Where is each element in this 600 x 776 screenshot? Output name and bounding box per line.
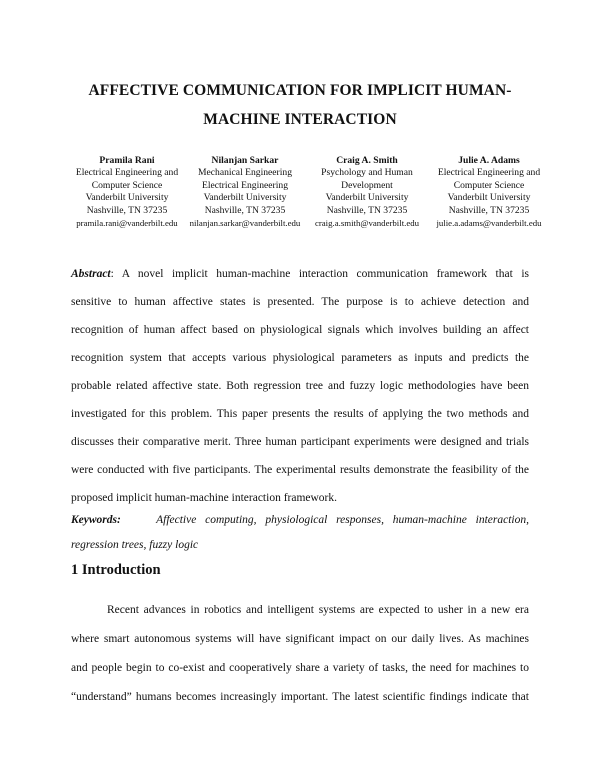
keywords-text: Affective computing, physiological responses, human-machine interaction, [156, 514, 529, 526]
intro-line: “understand” humans becomes increasingly important. The latest scientific findings indicate that [71, 691, 529, 703]
title-line-2: MACHINE INTERACTION [203, 111, 397, 128]
author-name: Pramila Rani [99, 155, 155, 166]
abstract-line: discusses their comparative merit. Three human participant experiments were designed and trials [71, 436, 529, 448]
keywords-label: Keywords: [71, 514, 121, 526]
author-city: Nashville, TN 37235 [326, 204, 408, 216]
author-city: Nashville, TN 37235 [448, 204, 530, 216]
author-4 [428, 155, 550, 229]
keywords [71, 508, 529, 558]
author-dept: Electrical Engineering [201, 179, 289, 191]
author-email: pramila.rani@vanderbilt.edu [76, 218, 178, 229]
author-university: Vanderbilt University [85, 192, 169, 204]
keywords-line-2: regression trees, fuzzy logic [71, 539, 199, 551]
title-line-1: AFFECTIVE COMMUNICATION FOR IMPLICIT HUMAN- [88, 82, 512, 99]
author-dept: Computer Science [91, 179, 163, 191]
author-dept: Computer Science [453, 179, 525, 191]
abstract-line: recognition system that accepts various physiological parameters as inputs and predicts the [71, 352, 529, 364]
intro-line: and people begin to co-exist and cooperatively share a variety of tasks, the need for machines to [71, 662, 529, 674]
intro-line: where smart autonomous systems will have significant impact on our daily lives. As machines [71, 633, 529, 645]
author-name: Julie A. Adams [458, 155, 520, 166]
author-3 [306, 155, 428, 229]
author-name: Nilanjan Sarkar [211, 155, 279, 166]
author-name: Craig A. Smith [336, 155, 398, 166]
abstract-text: : A novel implicit human-machine interaction communication framework that is [110, 268, 529, 280]
abstract-line: recognition of human affect based on physiological signals which involves building an affect [71, 324, 529, 336]
author-dept: Psychology and Human [321, 167, 413, 179]
abstract-line-1 [71, 260, 529, 288]
author-city: Nashville, TN 37235 [86, 204, 168, 216]
abstract-line: investigated for this problem. This paper presents the results of applying the two methods and [71, 408, 529, 420]
abstract-label: Abstract [71, 268, 111, 280]
paper-title [60, 76, 540, 134]
keywords-line-1 [71, 508, 529, 533]
author-university: Vanderbilt University [203, 192, 287, 204]
author-dept: Electrical Engineering and [437, 167, 541, 179]
author-city: Nashville, TN 37235 [204, 204, 286, 216]
author-email: julie.a.adams@vanderbilt.edu [436, 218, 542, 229]
section-heading: 1 Introduction [71, 562, 161, 578]
abstract-line: proposed implicit human-machine interaction framework. [71, 492, 338, 504]
author-dept: Mechanical Engineering [197, 167, 293, 179]
abstract-line: sensitive to human affective states is presented. The purpose is to achieve detection and [71, 296, 529, 308]
author-email: craig.a.smith@vanderbilt.edu [314, 218, 420, 229]
author-dept: Development [341, 179, 393, 191]
abstract-line: were conducted with five participants. The experimental results demonstrate the feasibility of the [71, 464, 529, 476]
intro-paragraph [71, 596, 529, 712]
abstract [71, 260, 529, 512]
abstract-line: probable related affective state. Both regression tree and fuzzy logic methodologies have been [71, 380, 529, 392]
author-1 [67, 155, 187, 229]
author-dept: Electrical Engineering and [75, 167, 179, 179]
author-university: Vanderbilt University [447, 192, 531, 204]
author-email: nilanjan.sarkar@vanderbilt.edu [189, 218, 301, 229]
author-university: Vanderbilt University [325, 192, 409, 204]
author-2 [186, 155, 304, 229]
intro-line: Recent advances in robotics and intelligent systems are expected to usher in a new era [107, 604, 529, 616]
